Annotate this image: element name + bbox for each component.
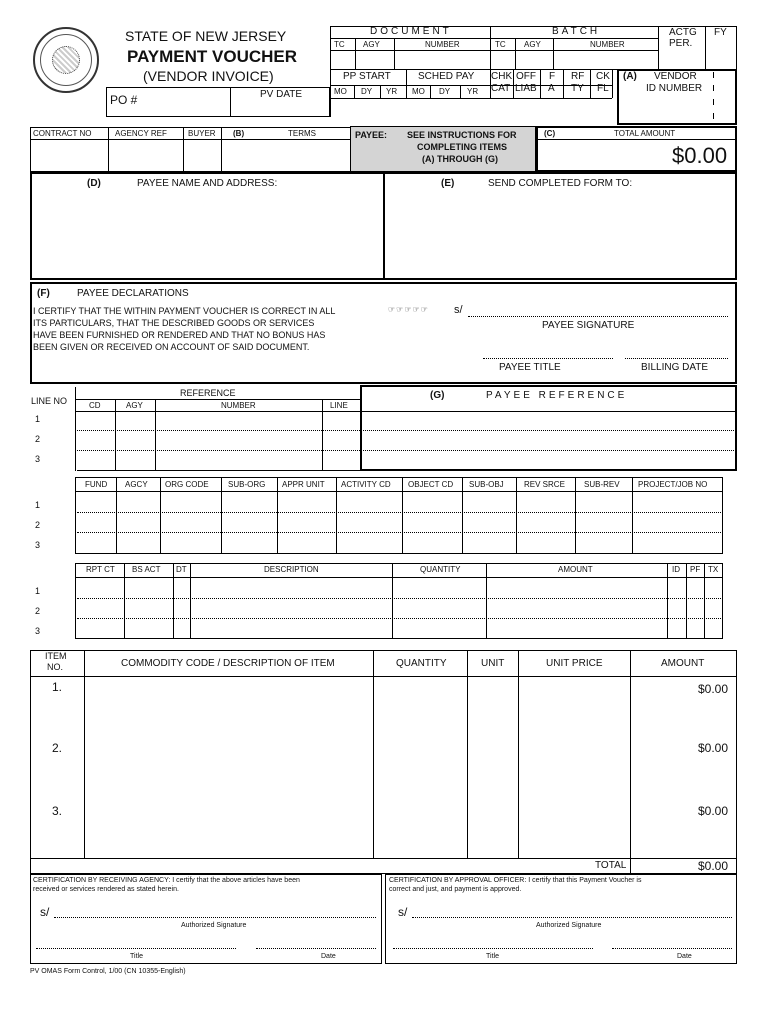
declarations-label: PAYEE DECLARATIONS	[77, 288, 189, 299]
e-letter: (E)	[441, 178, 455, 189]
send-to-label: SEND COMPLETED FORM TO:	[488, 178, 633, 189]
item-no-3: 3.	[52, 804, 63, 818]
sub-rev-label: SUB-REV	[584, 480, 620, 489]
item-no-label-1: ITEM	[45, 651, 67, 661]
desc-amount-label: AMOUNT	[558, 565, 593, 574]
state-title: STATE OF NEW JERSEY	[125, 28, 287, 44]
ref-cd-label: CD	[89, 401, 101, 410]
billing-date-line[interactable]	[625, 358, 728, 359]
activity-cd-label: ACTIVITY CD	[341, 480, 391, 489]
declaration-line-4: BEEN GIVEN OR RECEIVED ON ACCOUNT OF SAID DOCUMENT.	[33, 342, 310, 352]
d-letter: (D)	[87, 178, 101, 189]
approval-signature-line[interactable]	[412, 917, 732, 918]
batch-agy: AGY	[524, 40, 541, 49]
sched-pay-label: SCHED PAY	[418, 71, 475, 82]
pp-mo: MO	[334, 87, 347, 96]
reference-label: REFERENCE	[180, 388, 236, 398]
fund-label: FUND	[85, 480, 108, 489]
fy-label: FY	[714, 27, 727, 38]
agcy-label: AGCY	[125, 480, 148, 489]
receiving-date-line[interactable]	[256, 948, 376, 949]
rfty-2: TY	[571, 83, 584, 94]
sp-dy: DY	[439, 87, 451, 96]
payee-title-line[interactable]	[483, 358, 613, 359]
acct-row-3: 3	[35, 540, 41, 550]
pointing-hands-icon: ☞☞☞☞☞	[388, 305, 429, 314]
pp-start-label: PP START	[343, 71, 391, 82]
declaration-line-2: ITS PARTICULARS, THAT THE DESCRIBED GOODS OR SERVICES	[33, 318, 315, 328]
total-amount-label: TOTAL AMOUNT	[614, 129, 676, 138]
c-letter: (C)	[544, 129, 556, 138]
fa-2: A	[548, 83, 555, 94]
payee-instr-2: COMPLETING ITEMS	[417, 142, 507, 152]
approval-title-label: Title	[486, 953, 499, 960]
doc-number: NUMBER	[425, 40, 460, 49]
form-control-footer: PV OMAS Form Control, 1/00 (CN 10355-English)	[30, 968, 186, 975]
rfty-1: RF	[571, 71, 585, 82]
item-amount-2: $0.00	[698, 741, 729, 755]
actg-label-1: ACTG	[669, 27, 697, 38]
desc-row-line[interactable]	[77, 618, 721, 619]
payee-instr-3: (A) THROUGH (G)	[422, 154, 498, 164]
desc-row-line[interactable]	[77, 598, 721, 599]
pp-dy: DY	[361, 87, 373, 96]
cert-approval-text-2: correct and just, and payment is approved.	[389, 886, 522, 893]
pf-label: PF	[690, 565, 701, 574]
ref-line-label: LINE	[330, 401, 348, 410]
receiving-auth-label: Authorized Signature	[181, 922, 247, 929]
po-label: PO #	[110, 93, 138, 107]
org-code-label: ORG CODE	[165, 480, 209, 489]
agency-ref-label: AGENCY REF	[115, 129, 167, 138]
id-label: ID	[672, 565, 680, 574]
buyer-label: BUYER	[188, 129, 216, 138]
chk-cat-2: CAT	[491, 83, 511, 94]
cert-receiving-text-2: received or services rendered as stated herein.	[33, 886, 179, 893]
off-liab-1: OFF	[516, 71, 536, 82]
declaration-line-1: I CERTIFY THAT THE WITHIN PAYMENT VOUCHER IS CORRECT IN ALL	[33, 306, 336, 316]
b-letter: (B)	[233, 129, 245, 138]
fa-1: F	[549, 71, 556, 82]
bs-act-label: BS ACT	[132, 565, 161, 574]
payee-signature-label: PAYEE SIGNATURE	[542, 320, 635, 331]
document-label: DOCUMENT	[370, 26, 452, 37]
cert-approval-text-1: CERTIFICATION BY APPROVAL OFFICER: I certify that this Payment Voucher is	[389, 877, 642, 884]
description-label: DESCRIPTION	[264, 565, 319, 574]
item-no-2: 2.	[52, 741, 63, 755]
form-title: PAYMENT VOUCHER	[127, 47, 298, 66]
payee-title-label: PAYEE TITLE	[499, 362, 561, 373]
off-liab-2: LIAB	[515, 83, 537, 94]
doc-tc: TC	[334, 40, 345, 49]
desc-row-1: 1	[35, 586, 41, 596]
receiving-signature-line[interactable]	[54, 917, 376, 918]
payee-s-mark: s/	[454, 304, 463, 316]
dt-label: DT	[176, 565, 187, 574]
commodity-label: COMMODITY CODE / DESCRIPTION OF ITEM	[121, 658, 335, 669]
items-quantity-label: QUANTITY	[396, 658, 447, 669]
tx-label: TX	[708, 565, 719, 574]
vendor-label-1: VENDOR	[654, 71, 697, 82]
vendor-label-2: ID NUMBER	[646, 83, 703, 94]
f-letter: (F)	[37, 288, 50, 299]
vendor-letter: (A)	[623, 71, 637, 82]
payee-signature-line[interactable]	[468, 316, 728, 317]
cert-receiving-s-mark: s/	[40, 905, 50, 919]
total-value: $0.00	[698, 859, 729, 873]
cert-receiving-text-1: CERTIFICATION BY RECEIVING AGENCY: I certify that the above articles have been	[33, 877, 300, 884]
billing-date-label: BILLING DATE	[641, 362, 709, 373]
pv-date-label: PV DATE	[260, 89, 303, 100]
approval-date-line[interactable]	[612, 948, 732, 949]
contract-no-label: CONTRACT NO	[33, 129, 92, 138]
ckfl-1: CK	[596, 71, 610, 82]
payee-label: PAYEE:	[355, 130, 388, 140]
ref-agy-label: AGY	[126, 401, 143, 410]
payee-name-label: PAYEE NAME AND ADDRESS:	[137, 178, 278, 189]
project-job-label: PROJECT/JOB NO	[638, 480, 708, 489]
rev-srce-label: REV SRCE	[524, 480, 565, 489]
approval-title-line[interactable]	[393, 948, 593, 949]
desc-quantity-label: QUANTITY	[420, 565, 461, 574]
object-cd-label: OBJECT CD	[408, 480, 454, 489]
total-amount-value: $0.00	[672, 143, 728, 168]
rpt-ct-label: RPT CT	[86, 565, 115, 574]
ref-row-3: 3	[35, 454, 41, 464]
form-subtitle: (VENDOR INVOICE)	[143, 68, 274, 84]
pp-yr: YR	[386, 87, 398, 96]
sp-mo: MO	[412, 87, 425, 96]
desc-row-3: 3	[35, 626, 41, 636]
g-letter: (G)	[430, 390, 445, 401]
payee-reference-label: PAYEE REFERENCE	[486, 390, 628, 401]
desc-row-2: 2	[35, 606, 41, 616]
batch-tc: TC	[495, 40, 506, 49]
doc-agy: AGY	[363, 40, 380, 49]
total-label: TOTAL	[595, 860, 627, 871]
actg-label-2: PER.	[669, 38, 693, 49]
state-seal	[33, 27, 99, 93]
ref-number-label: NUMBER	[221, 401, 256, 410]
payee-instr-1: SEE INSTRUCTIONS FOR	[407, 130, 517, 140]
terms-label: TERMS	[288, 129, 316, 138]
items-amount-label: AMOUNT	[661, 658, 705, 669]
ref-row-line[interactable]	[77, 430, 734, 431]
item-no-1: 1.	[52, 680, 63, 694]
ref-row-2: 2	[35, 434, 41, 444]
line-no-label: LINE NO	[31, 396, 68, 406]
approval-auth-label: Authorized Signature	[536, 922, 602, 929]
ref-row-line[interactable]	[77, 450, 734, 451]
approval-date-label: Date	[677, 953, 692, 960]
items-unit-label: UNIT	[481, 658, 505, 669]
ref-row-1: 1	[35, 414, 41, 424]
declaration-line-3: HAVE BEEN FURNISHED OR RENDERED AND THAT NO BONUS HAS	[33, 330, 326, 340]
sub-obj-label: SUB-OBJ	[469, 480, 504, 489]
item-no-label-2: NO.	[47, 662, 64, 672]
acct-row-line[interactable]	[77, 532, 721, 533]
batch-number: NUMBER	[590, 40, 625, 49]
receiving-title-label: Title	[130, 953, 143, 960]
receiving-title-line[interactable]	[36, 948, 236, 949]
batch-label: BATCH	[552, 26, 601, 37]
cert-approval-s-mark: s/	[398, 905, 408, 919]
acct-row-2: 2	[35, 520, 41, 530]
sp-yr: YR	[467, 87, 479, 96]
sub-org-label: SUB-ORG	[228, 480, 266, 489]
appr-unit-label: APPR UNIT	[282, 480, 325, 489]
receiving-date-label: Date	[321, 953, 336, 960]
acct-row-1: 1	[35, 500, 41, 510]
acct-row-line[interactable]	[77, 512, 721, 513]
items-unit-price-label: UNIT PRICE	[546, 658, 603, 669]
chk-cat-1: CHK	[491, 71, 513, 82]
item-amount-1: $0.00	[698, 682, 729, 696]
ckfl-2: FL	[597, 83, 609, 94]
item-amount-3: $0.00	[698, 804, 729, 818]
